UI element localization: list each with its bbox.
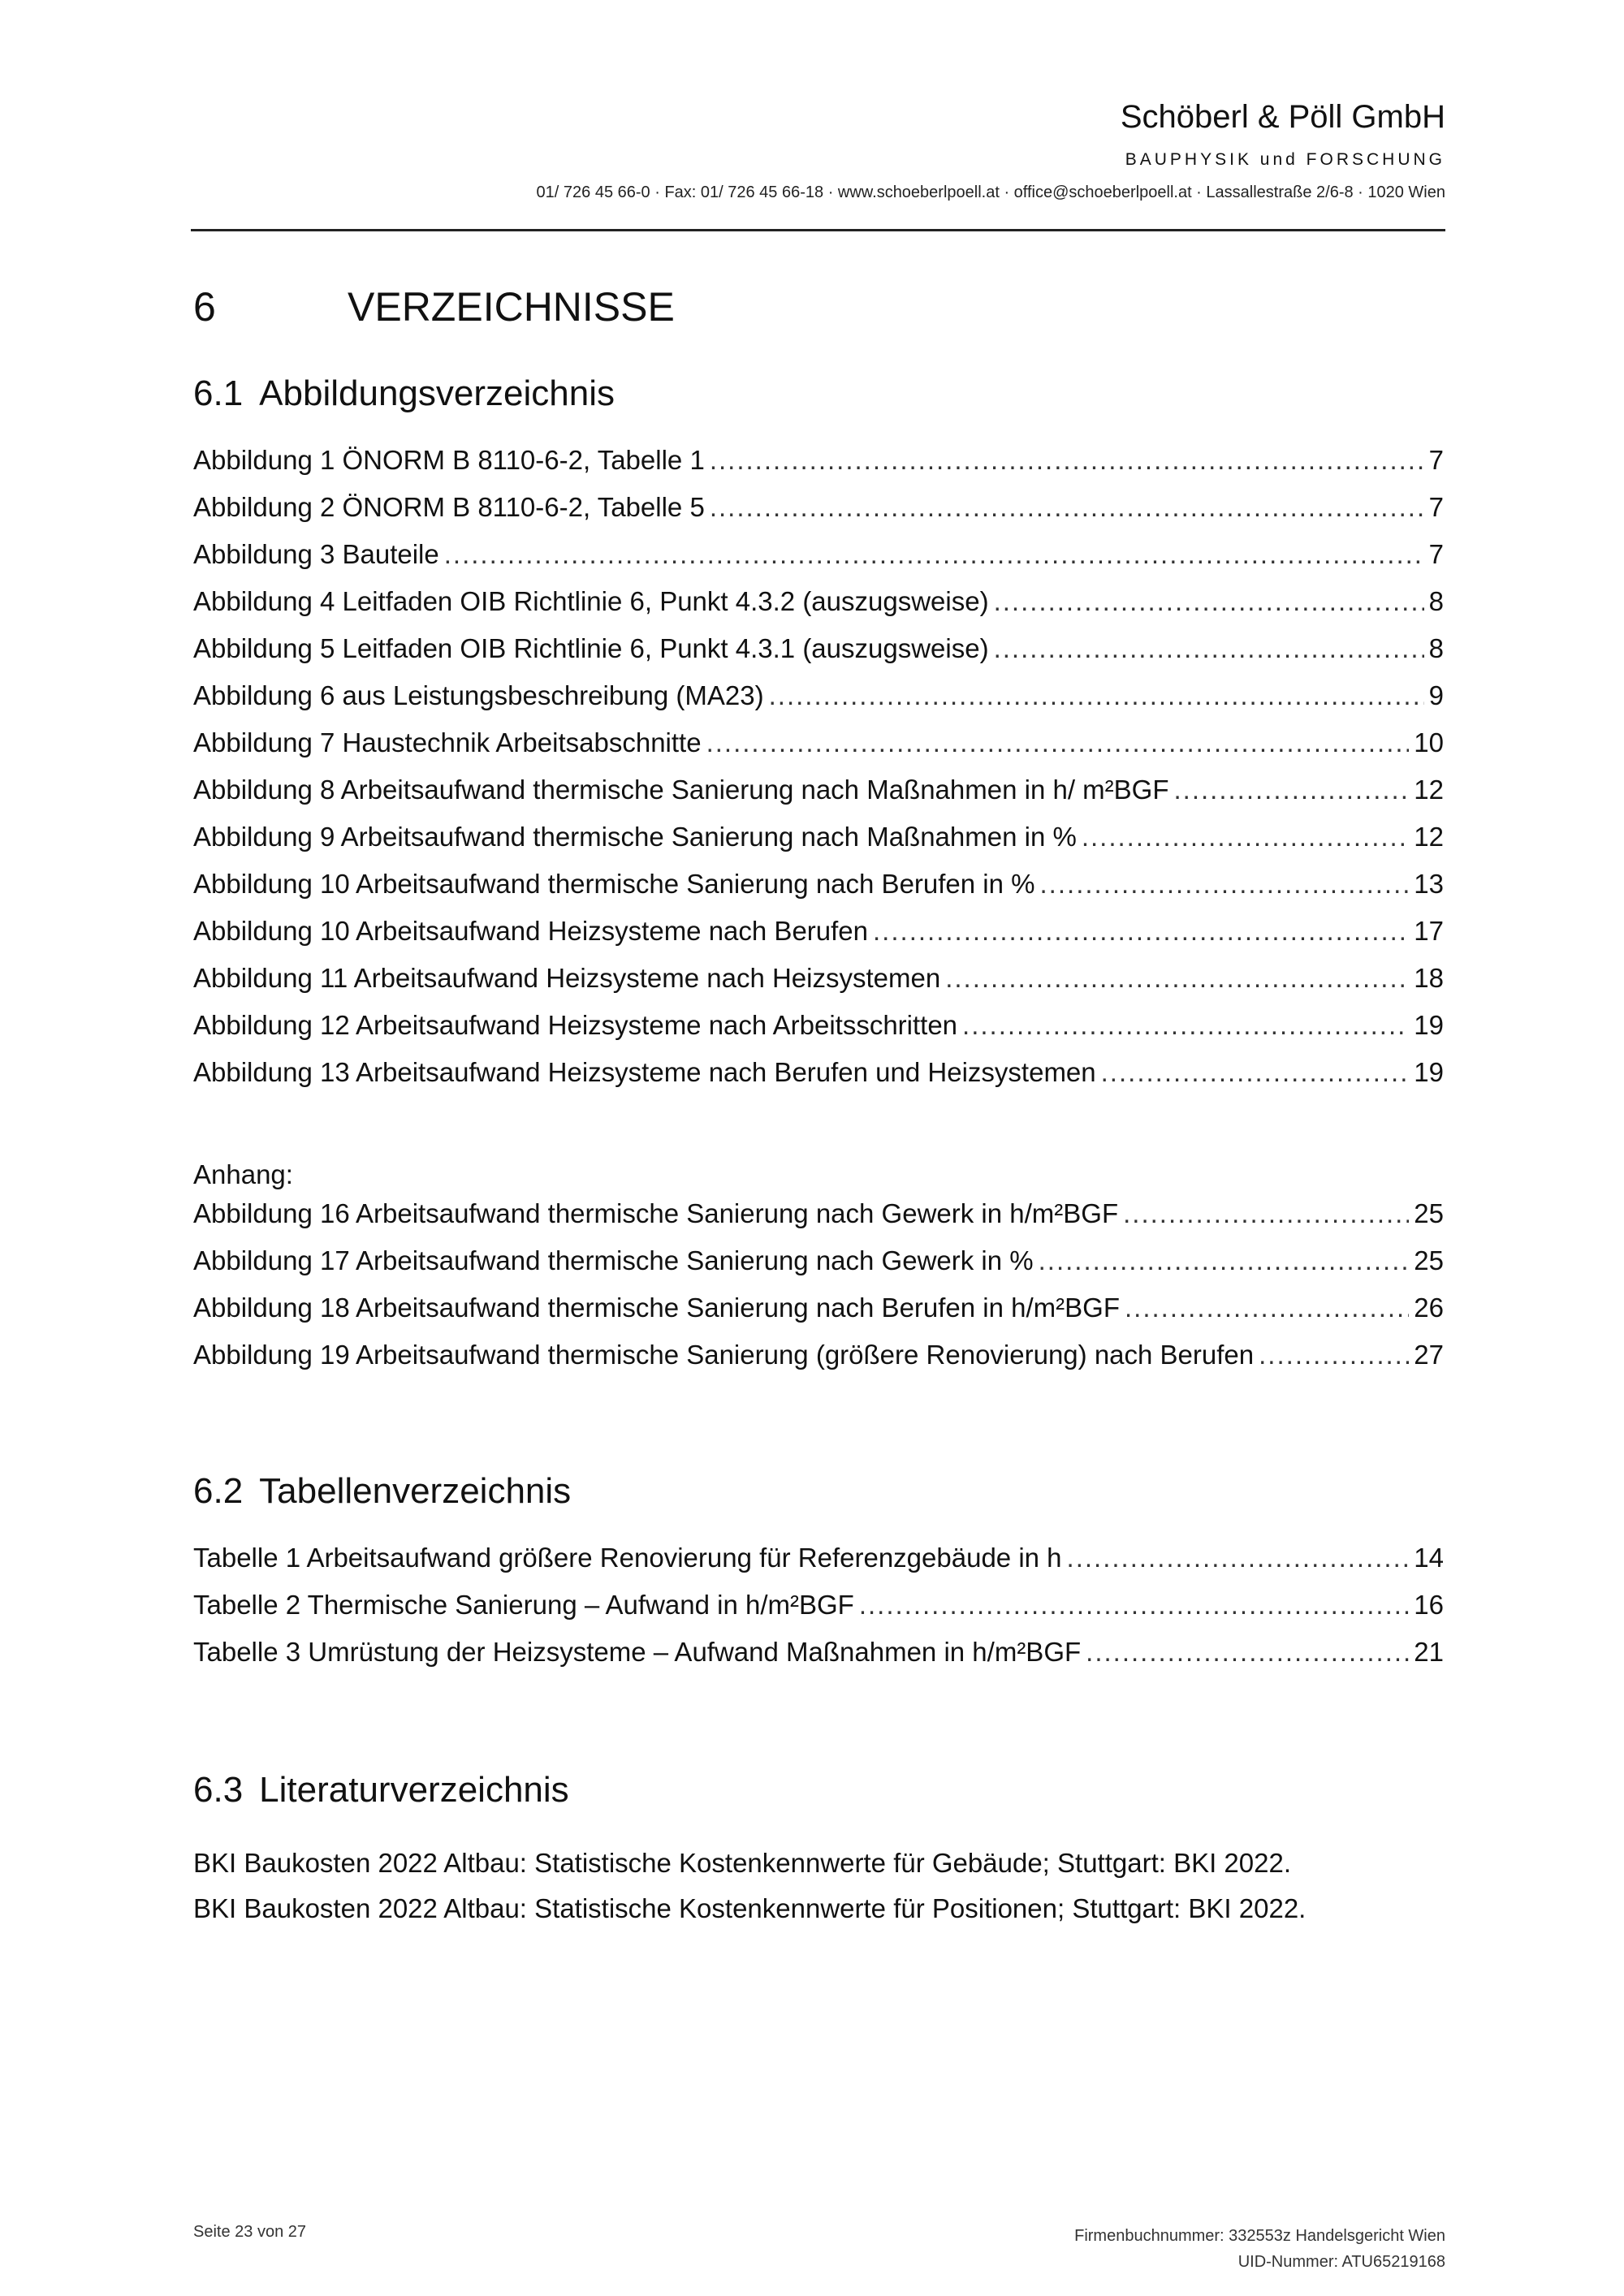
footer-company-info bbox=[1074, 2223, 1445, 2275]
toc-entry-label: Abbildung 17 Arbeitsaufwand thermische Sanierung nach Gewerk in % bbox=[193, 1245, 1034, 1275]
dot-leader bbox=[710, 445, 1424, 476]
toc-entry-page: 18 bbox=[1414, 963, 1444, 993]
toc-entry[interactable] bbox=[193, 963, 1444, 1010]
toc-entry-label: Abbildung 9 Arbeitsaufwand thermische Sanierung nach Maßnahmen in % bbox=[193, 822, 1077, 852]
toc-entry-label: Abbildung 16 Arbeitsaufwand thermische Sanierung nach Gewerk in h/m²BGF bbox=[193, 1198, 1119, 1228]
toc-entry[interactable] bbox=[193, 633, 1444, 680]
header-divider bbox=[191, 229, 1445, 231]
dot-leader bbox=[706, 727, 1410, 758]
toc-entry-page: 19 bbox=[1414, 1010, 1444, 1040]
dot-leader bbox=[994, 633, 1424, 664]
toc-entry-page: 9 bbox=[1428, 680, 1444, 710]
dot-leader bbox=[994, 586, 1424, 617]
appendix-label: Anhang: bbox=[193, 1159, 293, 1189]
toc-entry[interactable] bbox=[193, 1293, 1444, 1340]
toc-entry[interactable] bbox=[193, 586, 1444, 633]
chapter-number: 6 bbox=[193, 284, 216, 330]
toc-entry-page: 27 bbox=[1414, 1340, 1444, 1370]
literature-list bbox=[193, 1847, 1444, 1938]
toc-entry-page: 26 bbox=[1414, 1293, 1444, 1323]
toc-entry[interactable] bbox=[193, 727, 1444, 775]
toc-entry[interactable] bbox=[193, 822, 1444, 869]
toc-entry-page: 25 bbox=[1414, 1198, 1444, 1228]
toc-entry-page: 7 bbox=[1428, 539, 1444, 569]
toc-entry-page: 7 bbox=[1428, 445, 1444, 475]
toc-entry-label: Abbildung 7 Haustechnik Arbeitsabschnitte bbox=[193, 727, 702, 757]
dot-leader bbox=[873, 916, 1409, 947]
toc-entry[interactable] bbox=[193, 1198, 1444, 1245]
dot-leader bbox=[945, 963, 1409, 994]
section-number: 6.2 bbox=[193, 1471, 244, 1511]
toc-entry-label: Abbildung 1 ÖNORM B 8110-6-2, Tabelle 1 bbox=[193, 445, 705, 475]
register-number: Firmenbuchnummer: 332553z Handelsgericht Wien bbox=[1074, 2227, 1445, 2245]
literature-entry: BKI Baukosten 2022 Altbau: Statistische Kostenkennwerte für Positionen; Stuttgart: BKI 2022. bbox=[193, 1893, 1307, 1923]
toc-entry-label: Abbildung 4 Leitfaden OIB Richtlinie 6, Punkt 4.3.2 (auszugsweise) bbox=[193, 586, 989, 616]
appendix-figures-list bbox=[193, 1198, 1444, 1387]
toc-entry[interactable] bbox=[193, 1637, 1444, 1684]
toc-entry-label: Tabelle 3 Umrüstung der Heizsysteme – Aufwand Maßnahmen in h/m²BGF bbox=[193, 1637, 1082, 1667]
letterhead bbox=[191, 97, 1445, 203]
section-title: Literaturverzeichnis bbox=[259, 1770, 569, 1810]
dot-leader bbox=[1101, 1057, 1410, 1088]
dot-leader bbox=[1040, 869, 1410, 900]
toc-entry[interactable] bbox=[193, 539, 1444, 586]
toc-entry[interactable] bbox=[193, 445, 1444, 492]
dot-leader bbox=[1082, 822, 1409, 852]
section-heading-literature bbox=[193, 1768, 569, 1812]
toc-entry-page: 12 bbox=[1414, 775, 1444, 805]
toc-entry-page: 8 bbox=[1428, 586, 1444, 616]
section-title: Abbildungsverzeichnis bbox=[259, 373, 615, 413]
toc-entry-page: 25 bbox=[1414, 1245, 1444, 1275]
dot-leader bbox=[444, 539, 1424, 570]
dot-leader bbox=[769, 680, 1424, 711]
toc-entry[interactable] bbox=[193, 680, 1444, 727]
toc-entry-label: Abbildung 18 Arbeitsaufwand thermische Sanierung nach Berufen in h/m²BGF bbox=[193, 1293, 1120, 1323]
chapter-title: VERZEICHNISSE bbox=[348, 284, 675, 330]
toc-entry-page: 7 bbox=[1428, 492, 1444, 522]
toc-entry-label: Abbildung 2 ÖNORM B 8110-6-2, Tabelle 5 bbox=[193, 492, 705, 522]
dot-leader bbox=[1123, 1198, 1409, 1229]
toc-entry[interactable] bbox=[193, 1590, 1444, 1637]
toc-entry-page: 19 bbox=[1414, 1057, 1444, 1087]
toc-entry-label: Abbildung 10 Arbeitsaufwand thermische Sanierung nach Berufen in % bbox=[193, 869, 1035, 899]
toc-entry-page: 21 bbox=[1414, 1637, 1444, 1667]
dot-leader bbox=[1067, 1543, 1410, 1573]
toc-entry[interactable] bbox=[193, 1340, 1444, 1387]
section-heading-tables bbox=[193, 1470, 571, 1513]
toc-entry[interactable] bbox=[193, 775, 1444, 822]
toc-entry-label: Abbildung 19 Arbeitsaufwand thermische Sanierung (größere Renovierung) nach Berufen bbox=[193, 1340, 1255, 1370]
dot-leader bbox=[1039, 1245, 1410, 1276]
toc-entry[interactable] bbox=[193, 916, 1444, 963]
section-title: Tabellenverzeichnis bbox=[259, 1471, 572, 1511]
page-number: Seite 23 von 27 bbox=[193, 2223, 306, 2241]
toc-entry-page: 10 bbox=[1414, 727, 1444, 757]
toc-entry-label: Abbildung 12 Arbeitsaufwand Heizsysteme nach Arbeitsschritten bbox=[193, 1010, 958, 1040]
toc-entry-page: 16 bbox=[1414, 1590, 1444, 1620]
toc-entry[interactable] bbox=[193, 1010, 1444, 1057]
toc-entry-page: 17 bbox=[1414, 916, 1444, 946]
toc-entry[interactable] bbox=[193, 1543, 1444, 1590]
toc-entry-label: Tabelle 2 Thermische Sanierung – Aufwand in h/m²BGF bbox=[193, 1590, 854, 1620]
toc-entry-label: Abbildung 10 Arbeitsaufwand Heizsysteme nach Berufen bbox=[193, 916, 869, 946]
dot-leader bbox=[859, 1590, 1409, 1621]
uid-number: UID-Nummer: ATU65219168 bbox=[1237, 2253, 1445, 2271]
toc-entry-label: Abbildung 13 Arbeitsaufwand Heizsysteme nach Berufen und Heizsystemen bbox=[193, 1057, 1096, 1087]
dot-leader bbox=[1086, 1637, 1409, 1668]
dot-leader bbox=[1125, 1293, 1409, 1323]
contact-line: 01/ 726 45 66-0 · Fax: 01/ 726 45 66-18 · www.schoeberlpoell.at · office@schoeberlpoell.at · Lassallestraße 2/6-8 · 1020 Wien bbox=[536, 183, 1445, 201]
figures-list bbox=[193, 445, 1444, 1104]
dot-leader bbox=[710, 492, 1424, 523]
toc-entry[interactable] bbox=[193, 1057, 1444, 1104]
toc-entry[interactable] bbox=[193, 1245, 1444, 1293]
section-number: 6.3 bbox=[193, 1770, 244, 1810]
section-heading-figures bbox=[193, 372, 615, 416]
dot-leader bbox=[1259, 1340, 1409, 1370]
toc-entry-page: 13 bbox=[1414, 869, 1444, 899]
company-name: Schöberl & Pöll GmbH bbox=[1120, 99, 1445, 135]
toc-entry[interactable] bbox=[193, 869, 1444, 916]
company-subtitle: BAUPHYSIK und FORSCHUNG bbox=[1125, 150, 1445, 169]
chapter-heading bbox=[193, 283, 675, 331]
toc-entry-label: Abbildung 11 Arbeitsaufwand Heizsysteme nach Heizsystemen bbox=[193, 963, 941, 993]
toc-entry-label: Abbildung 5 Leitfaden OIB Richtlinie 6, Punkt 4.3.1 (auszugsweise) bbox=[193, 633, 989, 663]
toc-entry-label: Abbildung 6 aus Leistungsbeschreibung (MA23) bbox=[193, 680, 764, 710]
toc-entry-page: 12 bbox=[1414, 822, 1444, 852]
literature-entry: BKI Baukosten 2022 Altbau: Statistische Kostenkennwerte für Gebäude; Stuttgart: BKI 2022. bbox=[193, 1848, 1292, 1878]
section-number: 6.1 bbox=[193, 373, 244, 413]
toc-entry-page: 14 bbox=[1414, 1543, 1444, 1573]
toc-entry[interactable] bbox=[193, 492, 1444, 539]
toc-entry-page: 8 bbox=[1428, 633, 1444, 663]
toc-entry-label: Abbildung 8 Arbeitsaufwand thermische Sanierung nach Maßnahmen in h/ m²BGF bbox=[193, 775, 1169, 805]
dot-leader bbox=[962, 1010, 1409, 1041]
toc-entry-label: Tabelle 1 Arbeitsaufwand größere Renovierung für Referenzgebäude in h bbox=[193, 1543, 1062, 1573]
dot-leader bbox=[1174, 775, 1410, 805]
toc-entry-label: Abbildung 3 Bauteile bbox=[193, 539, 439, 569]
tables-list bbox=[193, 1543, 1444, 1684]
